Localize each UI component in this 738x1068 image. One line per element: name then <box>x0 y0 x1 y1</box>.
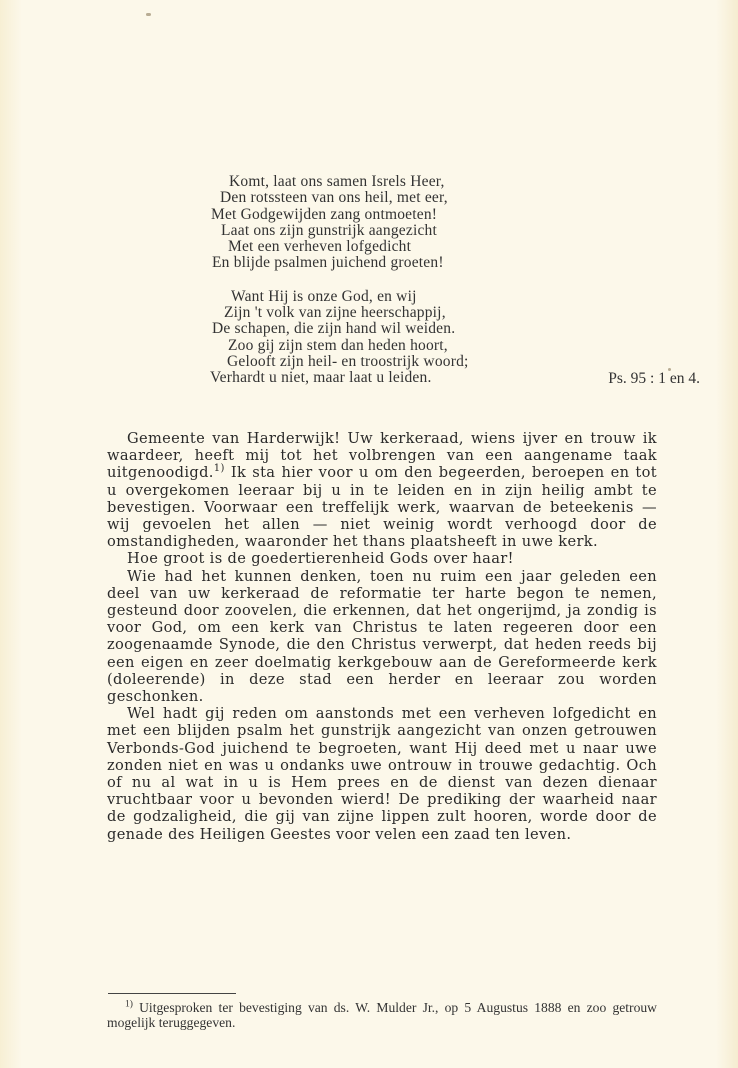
paragraph-1-part-a: Gemeente van Harderwijk! Uw kerkeraad, wiens ijver en trouw ik waardeer, heeft mij tot het volbrengen van een aangename taak uitgenoodigd. <box>107 430 657 482</box>
sermon-text <box>107 430 657 843</box>
psalm-poem <box>200 174 680 387</box>
poem-line: Zoo gij zijn stem dan heden hoort, <box>228 336 448 354</box>
footnote-text: Uitgesproken ter bevestiging van ds. W. Mulder Jr., op 5 Augustus 1888 en zoo getrouw mogelijk teruggegeven. <box>107 1000 657 1030</box>
paragraph-2: Hoe groot is de goedertierenheid Gods over haar! <box>127 550 514 568</box>
poem-line: Zijn 't volk van zijne heerschappij, <box>224 304 446 322</box>
paper-speck <box>146 13 151 16</box>
poem-stanza-1 <box>200 174 680 272</box>
footnote <box>107 1000 657 1030</box>
footnote-reference: 1) <box>213 463 225 475</box>
footnote-divider <box>108 993 236 994</box>
poem-line: Met een verheven lofgedicht <box>228 238 412 256</box>
paragraph-3: Wie had het kunnen denken, toen nu ruim een jaar geleden een deel van uw kerkeraad de reformatie ter harte begon te nemen, gesteund door zoovelen, die erkennen, dat het ongerijmd, ja zondig is voor God, om een kerk van Christus te laten regeeren door een zoogenaamde Synode, die den Christus verwerpt, dat heden reeds bij een eigen en zeer doelmatig kerkgebouw aan de Gereformeerde kerk (doleerende) in deze stad een herder en leeraar zou worden geschonken. <box>107 567 657 706</box>
footnote-mark: 1) <box>125 999 133 1010</box>
poem-line: Den rotssteen van ons heil, met eer, <box>220 189 448 207</box>
poem-line: Komt, laat ons samen Isrels Heer, <box>229 173 445 190</box>
paragraph-1-part-b: Ik sta hier voor u om den begeerden, beroepen en tot u overgekomen leeraar bij u in te leiden en in zijn heilig ambt te bevestigen. Voorwaar een treffelijk werk, waarvan de beteekenis — wij gevoelen het allen — niet weinig wordt verhoogd door de omstandigheden, waaronder het thans plaatsheeft in uwe kerk. <box>107 464 657 551</box>
psalm-reference: Ps. 95 : 1 en 4. <box>608 370 700 387</box>
poem-line: Gelooft zijn heil- en troostrijk woord; <box>227 352 469 370</box>
poem-line: Verhardt u niet, maar laat u leiden. <box>210 369 432 387</box>
poem-line: Want Hij is onze God, en wij <box>231 287 417 305</box>
poem-line: Laat ons zijn gunstrijk aangezicht <box>221 221 437 239</box>
poem-line: De schapen, die zijn hand wil weiden. <box>212 320 456 338</box>
poem-line: En blijde psalmen juichend groeten! <box>212 254 444 272</box>
paragraph-4: Wel hadt gij reden om aanstonds met een verheven lofgedicht en met een blijden psalm het gunstrijk aangezicht van onzen getrouwen Verbonds-God juichend te begroeten, want Hij deed met u naar uwe zonden niet en was u ondanks uwe ontrouw in trouwe gedachtig. Och of nu al wat in u is Hem prees en de dienst van dezen dienaar vruchtbaar voor u bevonden wierd! De prediking der waarheid naar de godzaligheid, die gij van zijne lippen zult hooren, worde door de genade des Heiligen Geestes voor velen een zaad ten leven. <box>107 705 657 843</box>
paragraph-1 <box>107 430 657 550</box>
poem-line: Met Godgewijden zang ontmoeten! <box>211 205 438 223</box>
